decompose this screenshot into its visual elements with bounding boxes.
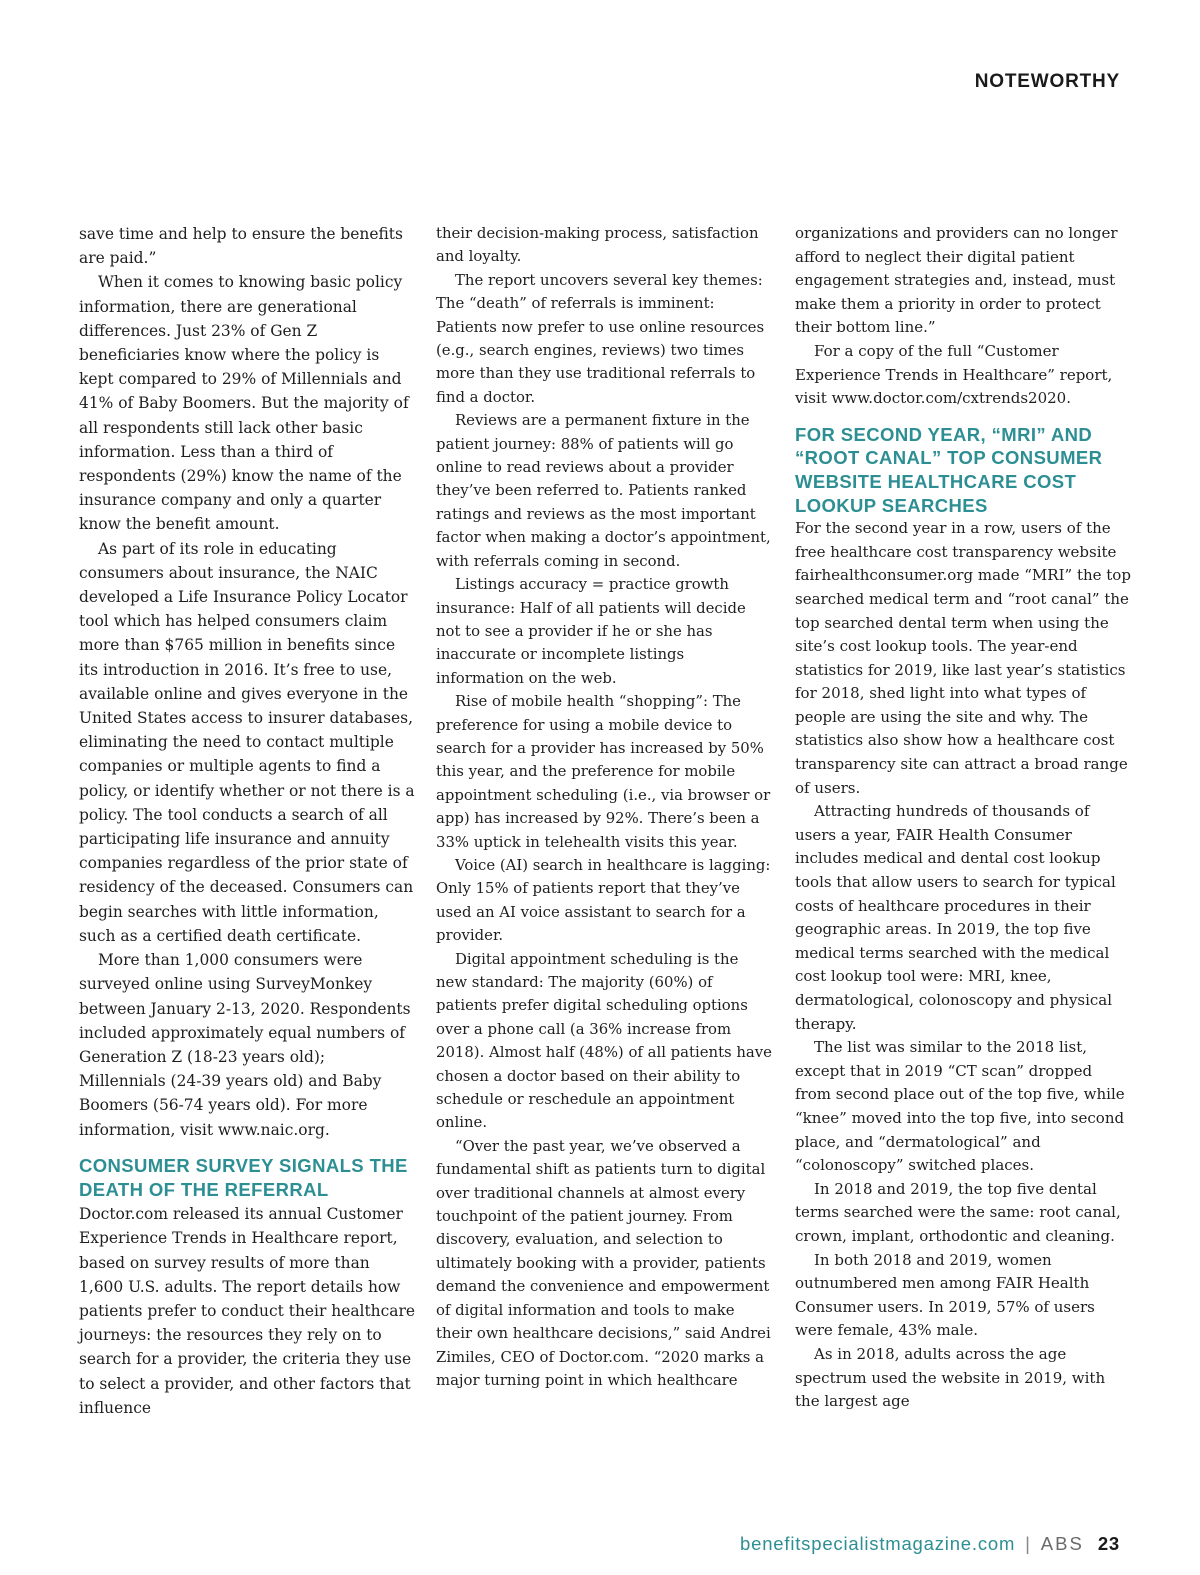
column-2: [436, 222, 772, 1392]
paragraph: The “death” of referrals is imminent: Patients now prefer to use online resources (e.g., search engines, reviews) two times more than they use traditional referrals to find a doctor.: [436, 294, 765, 406]
page-number: 23: [1097, 1533, 1120, 1554]
paragraph: The list was similar to the 2018 list, except that in 2019 “CT scan” dropped from second place out of the top five, while “knee” moved into the top five, into second place, and “dermatological” and “colonoscopy” switched places.: [795, 1038, 1125, 1175]
paragraph: organizations and providers can no longer afford to neglect their digital patient engagement strategies and, instead, must make them a priority in order to protect their bottom line.”: [795, 224, 1118, 337]
paragraph: As part of its role in educating consumers about insurance, the NAIC developed a Life Insurance Policy Locator tool which has helped consumers claim more than $765 million in benefits since its introduction in 2016. It’s free to use, available online and gives everyone in the United States access to insurer databases, eliminating the need to contact multiple companies or multiple agents to find a policy, or identify whether or not there is a policy. The tool conducts a search of all participating life insurance and annuity companies regardless of the prior state of residency of the deceased. Consumers can begin searches with little information, such as a certified death certificate.: [79, 539, 415, 945]
paragraph: For the second year in a row, users of the free healthcare cost transparency website fairhealthconsumer.org made “MRI” the top searched medical term and “root canal” the top searched dental term when using the site’s cost lookup tools. The year-end statistics for 2019, like last year’s statistics for 2018, shed light into what types of people are using the site and why. The statistics also show how a healthcare cost transparency site can attract a broad range of users.: [795, 519, 1131, 797]
article-heading-mri: FOR SECOND YEAR, “MRI” AND “ROOT CANAL” TOP CONSUMER WEBSITE HEALTHCARE COST LOOKUP SEARCHES: [795, 423, 1103, 516]
section-label: NOTEWORTHY: [974, 71, 1120, 92]
column-1: [79, 222, 415, 1420]
paragraph: Attracting hundreds of thousands of users a year, FAIR Health Consumer includes medical and dental cost lookup tools that allow users to search for typical costs of healthcare procedures in their geographic areas. In 2019, the top five medical terms searched with the medical cost lookup tool were: MRI, knee, dermatological, colonoscopy and physical therapy.: [795, 802, 1116, 1033]
footer-separator: |: [1025, 1533, 1031, 1554]
paragraph: save time and help to ensure the benefits are paid.”: [79, 225, 403, 268]
column-3: [795, 222, 1131, 1414]
paragraph: As in 2018, adults across the age spectrum used the website in 2019, with the largest age: [795, 1344, 1106, 1411]
article-heading-referral: CONSUMER SURVEY SIGNALS THE DEATH OF THE REFERRAL: [79, 1154, 408, 1200]
paragraph: Rise of mobile health “shopping”: The preference for using a mobile device to search for a provider has increased by 50% this year, and the preference for mobile appointment scheduling (i.e., via browser or app) has increased by 92%. There’s been a 33% uptick in telehealth visits this year.: [436, 692, 771, 851]
paragraph: The report uncovers several key themes:: [455, 270, 763, 289]
paragraph: Doctor.com released its annual Customer Experience Trends in Healthcare report, based on survey results of more than 1,600 U.S. adults. The report details how patients prefer to conduct their healthcare journeys: the resources they rely on to search for a provider, the criteria they use to select a provider, and other factors that influence: [79, 1205, 415, 1417]
paragraph: Voice (AI) search in healthcare is lagging: Only 15% of patients report that they’ve used an AI voice assistant to search for a provider.: [436, 855, 771, 945]
paragraph: In both 2018 and 2019, women outnumbered men among FAIR Health Consumer users. In 2019, 57% of users were female, 43% male.: [795, 1250, 1095, 1340]
paragraph: When it comes to knowing basic policy information, there are generational differences. Just 23% of Gen Z beneficiaries know where the policy is kept compared to 29% of Millennials and 41% of Baby Boomers. But the majority of all respondents still lack other basic information. Less than a third of respondents (29%) know the name of the insurance company and only a quarter know the benefit amount.: [79, 273, 409, 534]
paragraph: Reviews are a permanent fixture in the patient journey: 88% of patients will go online to read reviews about a provider they’ve been referred to. Patients ranked ratings and reviews as the most important factor when making a doctor’s appointment, with referrals coming in second.: [436, 411, 771, 570]
footer-website: benefitspecialistmagazine.com: [740, 1533, 1016, 1554]
paragraph: More than 1,000 consumers were surveyed online using SurveyMonkey between January 2-13, 2020. Respondents included approximately equal numbers of Generation Z (18-23 years old); Millennials (24-39 years old) and Baby Boomers (56-74 years old). For more information, visit www.naic.org.: [79, 951, 411, 1139]
paragraph: Digital appointment scheduling is the new standard: The majority (60%) of patients prefer digital scheduling options over a phone call (a 36% increase from 2018). Almost half (48%) of all patients have chosen a doctor based on their ability to schedule or reschedule an appointment online.: [436, 949, 772, 1132]
paragraph: “Over the past year, we’ve observed a fundamental shift as patients turn to digital over traditional channels at almost every touchpoint of the patient journey. From discovery, evaluation, and selection to ultimately booking with a provider, patients demand the convenience and empowerment of digital information and tools to make their own healthcare decisions,” said Andrei Zimiles, CEO of Doctor.com. “2020 marks a major turning point in which healthcare: [436, 1136, 771, 1389]
paragraph: their decision-making process, satisfaction and loyalty.: [436, 224, 759, 266]
paragraph: In 2018 and 2019, the top five dental terms searched were the same: root canal, crown, implant, orthodontic and cleaning.: [795, 1179, 1121, 1245]
page-footer: [740, 1533, 1120, 1555]
paragraph: Listings accuracy = practice growth insurance: Half of all patients will decide not to see a provider if he or she has inaccurate or incomplete listings information on the web.: [436, 575, 746, 687]
footer-magazine: ABS: [1040, 1533, 1084, 1554]
paragraph: For a copy of the full “Customer Experience Trends in Healthcare” report, visit www.doctor.com/cxtrends2020.: [795, 341, 1113, 408]
